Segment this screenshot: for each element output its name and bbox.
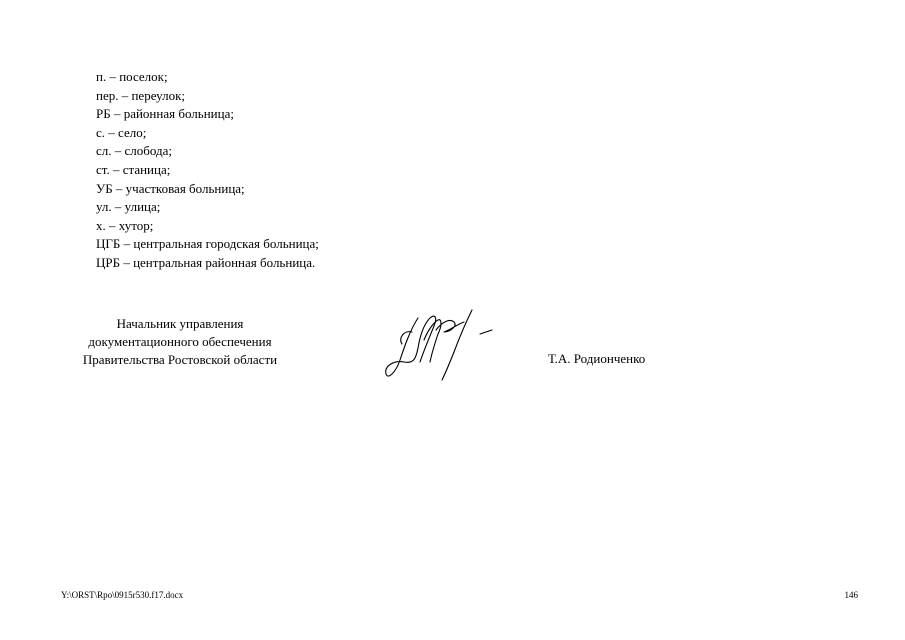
signatory-title (54, 315, 306, 369)
abbreviation-item: ЦГБ – центральная городская больница; (96, 236, 319, 252)
signatory-name: Т.А. Родионченко (548, 351, 646, 366)
abbreviation-item: х. – хутор; (96, 217, 154, 233)
abbreviation-item: ЦРБ – центральная районная больница. (96, 254, 316, 270)
abbreviation-item: ст. – станица; (96, 161, 171, 177)
abbreviation-item: ул. – улица; (96, 199, 161, 215)
signatory-title-line: Правительства Ростовской области (82, 352, 278, 367)
footer-file-path: Y:\ORST\Rpo\0915r530.f17.docx (61, 590, 184, 600)
abbreviation-list (96, 68, 319, 273)
abbreviation-item: п. – поселок; (96, 69, 168, 84)
abbreviation-item: пер. – переулок; (96, 87, 185, 103)
abbreviation-item: РБ – районная больница; (96, 106, 234, 122)
signatory-title-line: документационного обеспечения (88, 334, 272, 349)
signatory-title-line: Начальник управления (116, 316, 244, 331)
abbreviation-item: сл. – слобода; (96, 143, 173, 159)
handwritten-signature (380, 300, 500, 385)
abbreviation-item: с. – село; (96, 124, 147, 140)
page-number: 146 (844, 590, 858, 600)
abbreviation-item: УБ – участковая больница; (96, 180, 245, 196)
